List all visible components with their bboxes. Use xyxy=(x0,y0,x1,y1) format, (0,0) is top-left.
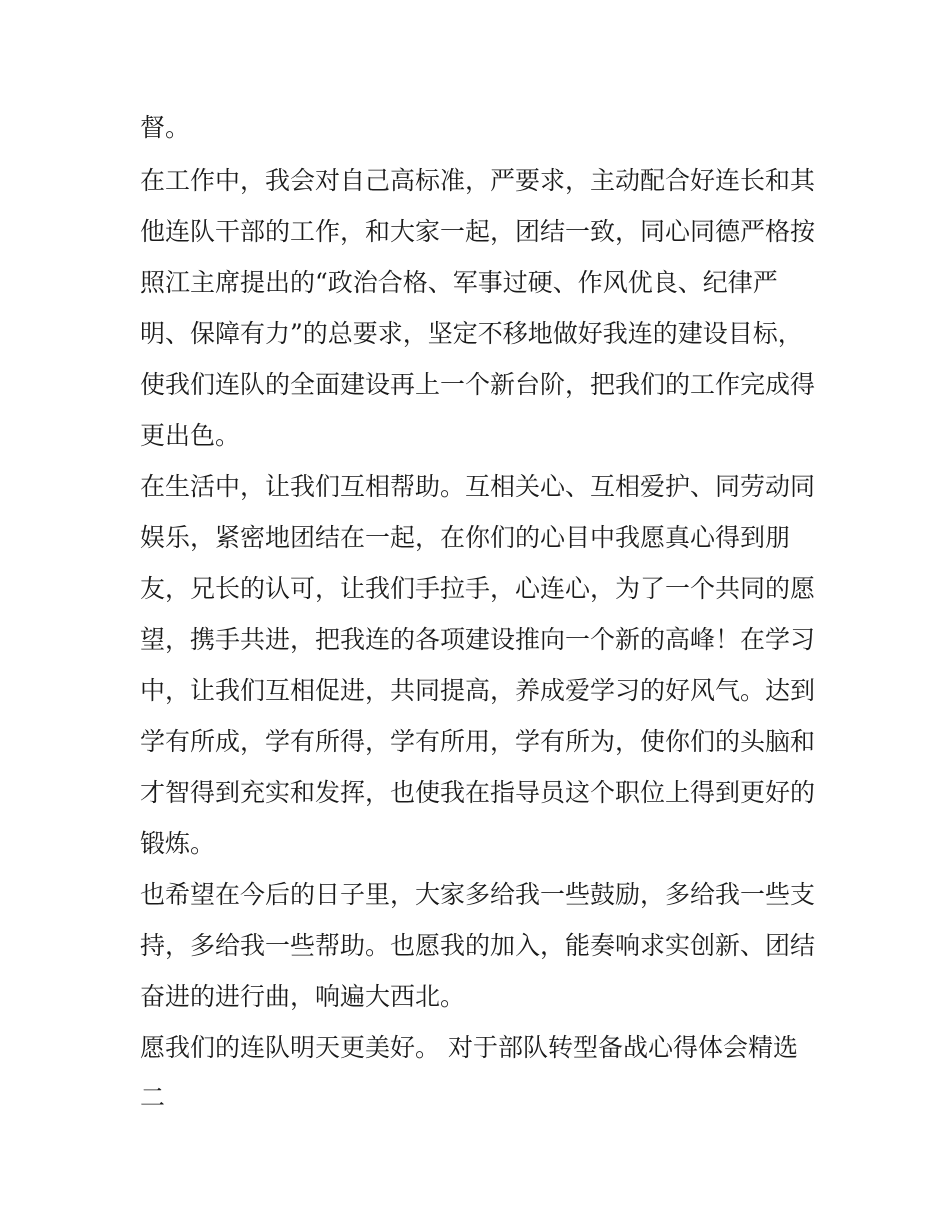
text-line: 使我们连队的全面建设再上一个新台阶，把我们的工作完成得 xyxy=(140,370,816,399)
text-line: 望，携手共进，把我连的各项建设推向一个新的高峰！在学习 xyxy=(140,625,816,654)
text-line: 更出色。 xyxy=(140,421,241,450)
text-line: 中，让我们互相促进，共同提高，养成爱学习的好风气。达到 xyxy=(140,676,816,705)
text-line: 明、保障有力”的总要求，坚定不移地做好我连的建设目标， xyxy=(140,319,803,348)
text-line: 也希望在今后的日子里，大家多给我一些鼓励，多给我一些支 xyxy=(140,880,816,909)
text-line: 照江主席提出的“政治合格、军事过硬、作风优良、纪律严 xyxy=(140,268,778,297)
text-line: 奋进的进行曲，响遍大西北。 xyxy=(140,982,466,1011)
text-line: 愿我们的连队明天更美好。 对于部队转型备战心得体会精选 xyxy=(140,1033,798,1062)
text-line: 在生活中，让我们互相帮助。互相关心、互相爱护、同劳动同 xyxy=(140,472,816,501)
text-line: 友，兄长的认可，让我们手拉手，心连心，为了一个共同的愿 xyxy=(140,574,816,603)
text-line: 娱乐，紧密地团结在一起，在你们的心目中我愿真心得到朋 xyxy=(140,523,791,552)
text-line: 才智得到充实和发挥，也使我在指导员这个职位上得到更好的 xyxy=(140,778,816,807)
text-line: 在工作中，我会对自己高标准，严要求，主动配合好连长和其 xyxy=(140,166,816,195)
text-line: 持，多给我一些帮助。也愿我的加入，能奏响求实创新、团结 xyxy=(140,931,816,960)
text-line: 督。 xyxy=(140,113,191,142)
text-line: 他连队干部的工作，和大家一起，团结一致，同心同德严格按 xyxy=(140,217,816,246)
text-line: 锻炼。 xyxy=(140,829,216,858)
text-line: 学有所成，学有所得，学有所用，学有所为，使你们的头脑和 xyxy=(140,727,816,756)
text-line: 二 xyxy=(140,1083,166,1112)
